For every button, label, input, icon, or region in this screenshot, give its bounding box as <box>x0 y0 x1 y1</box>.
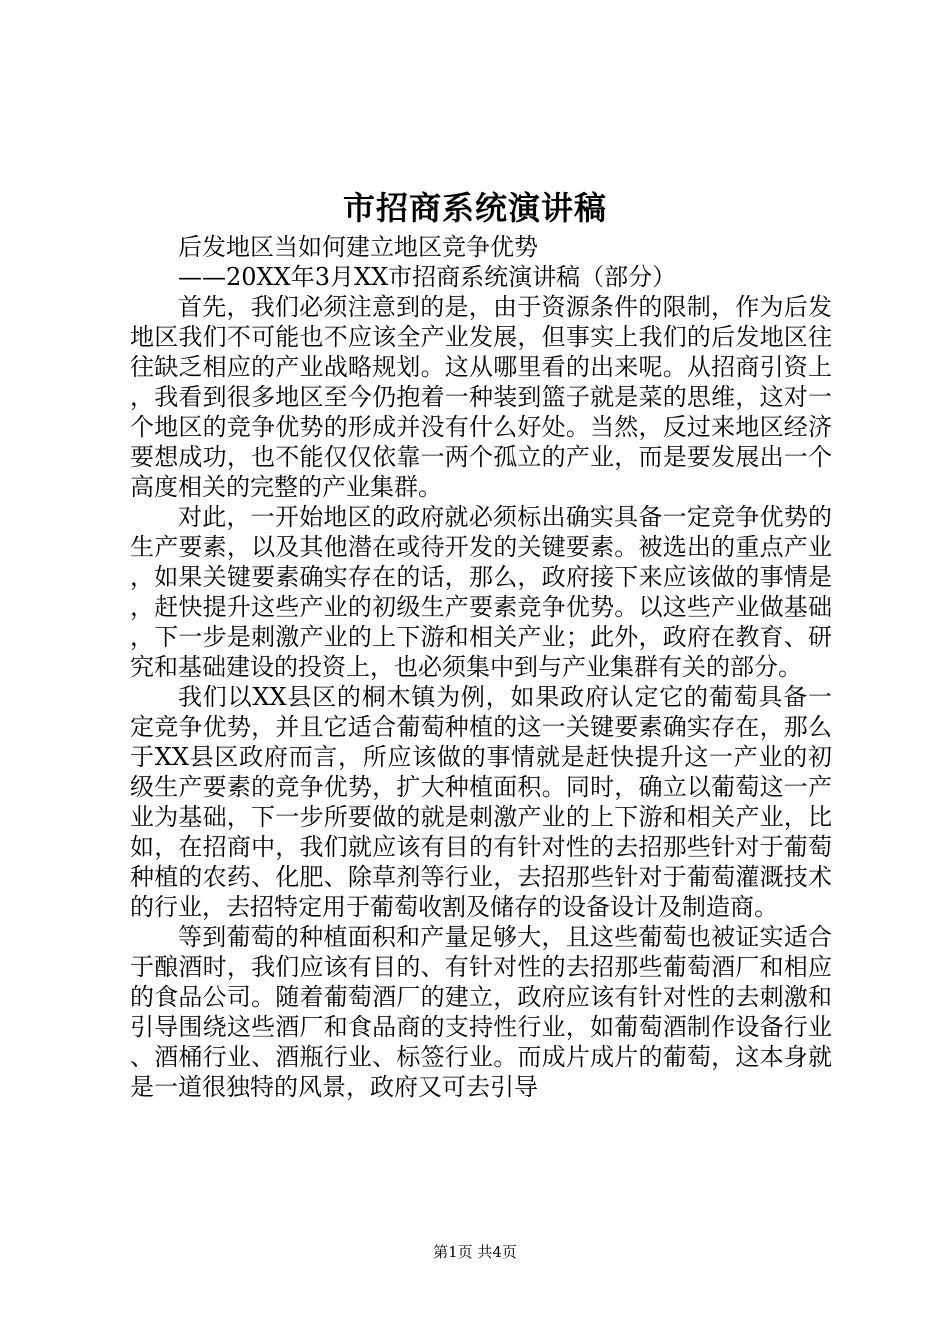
body-paragraph: 对此，一开始地区的政府就必须标出确实具备一定竞争优势的生产要素，以及其他潜在或待开发的关键要素。被选出的重点产业，如果关键要素确实存在的话，那么，政府接下来应该做的事情是，赶快提升这些产业的初级生产要素竞争优势。以这些产业做基础，下一步是刺激产业的上下游和相关产业；此外，政府在教育、研究和基础建设的投资上，也必须集中到与产业集群有关的部分。 <box>130 503 832 681</box>
document-title: 市招商系统演讲稿 <box>342 189 607 227</box>
document-body <box>130 232 832 1102</box>
body-paragraph: 等到葡萄的种植面积和产量足够大，且这些葡萄也被证实适合于酿酒时，我们应该有目的、有针对性的去招那些葡萄酒厂和相应的食品公司。随着葡萄酒厂的建立，政府应该有针对性的去刺激和引导围绕这些酒厂和食品商的支持性行业，如葡萄酒制作设备行业、酒桶行业、酒瓶行业、标签行业。而成片成片的葡萄，这本身就是一道很独特的风景，政府又可去引导 <box>130 923 832 1101</box>
body-paragraph: 我们以XX县区的桐木镇为例，如果政府认定它的葡萄具备一定竞争优势，并且它适合葡萄种植的这一关键要素确实存在，那么于XX县区政府而言，所应该做的事情就是赶快提升这一产业的初级生产要素的竞争优势，扩大种植面积。同时，确立以葡萄这一产业为基础，下一步所要做的就是刺激产业的上下游和相关产业，比如，在招商中，我们就应该有目的有针对性的去招那些针对于葡萄种植的农药、化肥、除草剂等行业，去招那些针对于葡萄灌溉技术的行业，去招特定用于葡萄收割及储存的设备设计及制造商。 <box>130 683 832 921</box>
subtitle-line: 后发地区当如何建立地区竞争优势 <box>178 233 538 261</box>
body-paragraph: 首先，我们必须注意到的是，由于资源条件的限制，作为后发地区我们不可能也不应该全产业发展，但事实上我们的后发地区往往缺乏相应的产业战略规划。这从哪里看的出来呢。从招商引资上，我看到很多地区至今仍抱着一种装到篮子就是菜的思维，这对一个地区的竞争优势的形成并没有什么好处。当然，反过来地区经济要想成功，也不能仅仅依靠一两个孤立的产业，而是要发展出一个高度相关的完整的产业集群。 <box>130 293 832 501</box>
page-number-footer: 第1页 共4页 <box>433 1243 517 1261</box>
subtitle-line: ——20XX年3月XX市招商系统演讲稿（部分） <box>178 263 677 291</box>
